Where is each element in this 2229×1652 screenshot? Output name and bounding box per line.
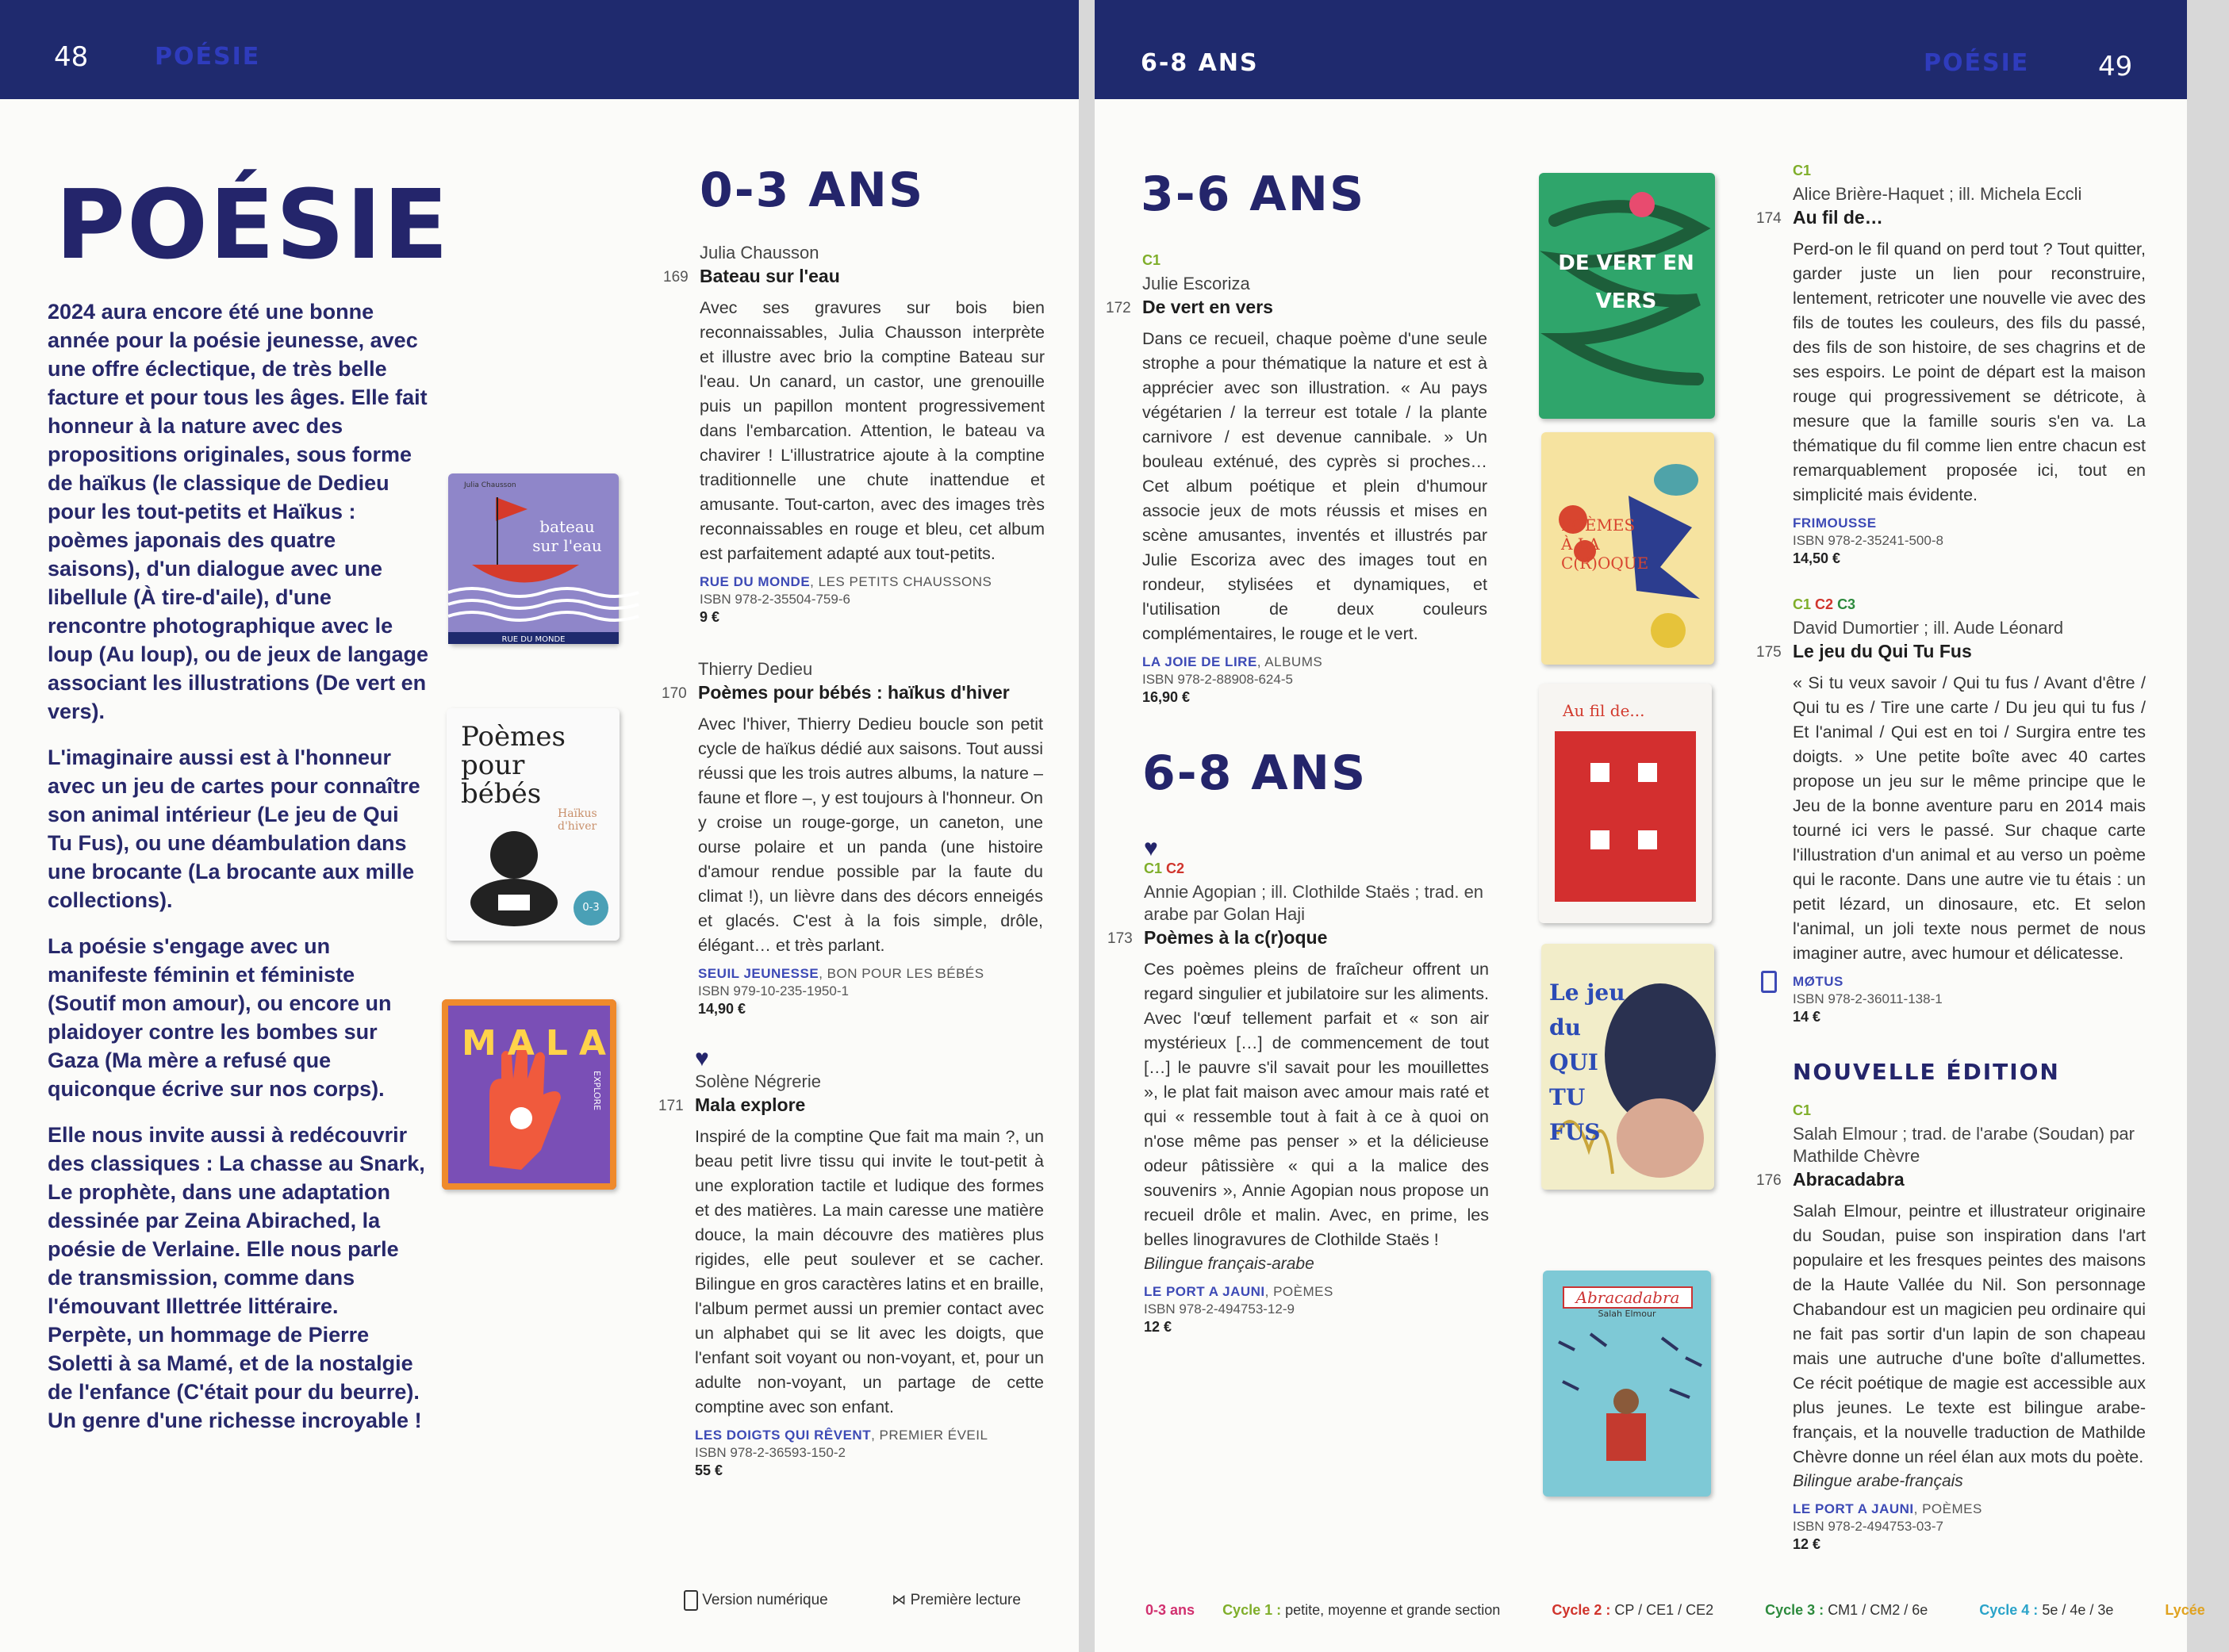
- book-price: 14,50 €: [1793, 550, 1841, 566]
- cover-title: bateau sur l'eau: [532, 517, 602, 555]
- cover-subtitle: Haïkus d'hiver: [558, 807, 597, 833]
- running-head-right: POÉSIE: [1924, 49, 2030, 77]
- book-author: Annie Agopian ; ill. Clothilde Staës ; trad. en arabe par Golan Haji: [1144, 882, 1484, 924]
- book-price: 55 €: [695, 1462, 723, 1478]
- entry-number: 174: [1756, 210, 1782, 227]
- legend-cycle-1: Cycle 1 : petite, moyenne et grande section: [1222, 1602, 1501, 1618]
- book-author: Julia Chausson: [700, 243, 819, 263]
- top-bar-right: [1095, 0, 2187, 99]
- tablet-icon: [1761, 971, 1777, 993]
- book-isbn: ISBN 979-10-235-1950-1: [698, 983, 849, 998]
- book-publisher: MØTUS: [1793, 974, 1843, 989]
- book-collection: POÈMES: [1273, 1284, 1333, 1299]
- boat-illustration: [448, 473, 619, 644]
- book-title: Mala explore: [695, 1094, 806, 1115]
- book-isbn: ISBN 978-2-88908-624-5: [1142, 672, 1293, 687]
- book-entry: C1 Salah Elmour ; trad. de l'arabe (Soudan) par Mathilde Chèvre 176 Abracadabra Salah Elmour, peintre et illustrateur originaire du Soudan, puise son inspiration dans l'art populaire et les fresques peintes des maisons de la Haute Vallée du Nil. Son personnage Chabandour est un magicien peu ordinaire qui ne fait pas sortir d'un lapin de son chapeau mais une autruche d'une boîte d'allumettes. Ce récit poétique de magie est accessible aux plus jeunes. Le texte est bilingue arabe-français, et la nouvelle traduction de Mathilde Chèvre donne un réel élan aux mots du poète. Bilingue arabe-français LE PORT A JAUNI, POÈMES ISBN 978-2-494753-03-7 12 €: [1756, 1102, 2146, 1552]
- cover-le-jeu-du-qui-tu-fus: [1541, 944, 1714, 1190]
- entry-number: 169: [663, 269, 689, 286]
- book-price: 16,90 €: [1142, 689, 1191, 705]
- book-publisher: LE PORT A JAUNI: [1793, 1501, 1914, 1516]
- page-number-right: 49: [2098, 51, 2133, 82]
- book-entry: Julia Chausson 169 Bateau sur l'eau Avec ses gravures sur bois bien reconnaissables, Julia Chausson interprète et illustre avec brio la comptine Bateau sur l'eau. Un canard, un castor, une grenouille puis un papillon montent progressivement dans l'embarcation. Attention, le bateau va chavirer ! L'illustratrice ajoute à la comptine traditionnelle une chute inattendue et amusante. Tout-carton, avec des images très reconnaissables en rouge et bleu, cet album est parfaitement adapté aux tout-petits. RUE DU MONDE, LES PETITS CHAUSSONS ISBN 978-2-35504-759-6 9 €: [663, 243, 1045, 625]
- cycle-badge: [1144, 860, 1489, 880]
- book-title: Bateau sur l'eau: [700, 266, 840, 286]
- first-reading-icon: ⋈: [892, 1592, 907, 1608]
- bilingual-note: Bilingue français-arabe: [1144, 1255, 1314, 1273]
- cover-mala-explore: [442, 999, 616, 1190]
- page-number-left: 48: [54, 41, 89, 73]
- book-author: David Dumortier ; ill. Aude Léonard: [1793, 618, 2064, 638]
- book-publisher: LA JOIE DE LIRE: [1142, 654, 1257, 669]
- age-badge: 0-3: [574, 891, 608, 926]
- book-entry: Thierry Dedieu 170 Poèmes pour bébés : haïkus d'hiver Avec l'hiver, Thierry Dedieu boucle son petit cycle de haïkus dédié aux saisons. Tout aussi réussi que les trois autres albums, la nature – faune et flore –, y est toujours à l'honneur. On y croise un rouge-gorge, un caneton, une ourse polaire et un panda (une histoire d'amour rendue possible par la faute du climat !), un lièvre dans des décors enneigés et glacés. C'est à la fois simple, drôle, élégant… et très parlant. SEUIL JEUNESSE, BON POUR LES BÉBÉS ISBN 979-10-235-1950-1 14,90 €: [662, 659, 1043, 1017]
- section-heading-3-6: 3-6 ANS: [1141, 167, 1366, 222]
- heart-icon: ♥: [1144, 835, 1158, 861]
- cover-title: POÈMES À LA C(R)OQUE: [1561, 516, 1649, 573]
- book-author: Solène Négrerie: [695, 1071, 821, 1091]
- cover-poemes-pour-bebes: [447, 708, 620, 941]
- legend-cycle-4: Cycle 4 : 5e / 4e / 3e: [1979, 1602, 2114, 1618]
- cover-title: MALA: [462, 1023, 617, 1064]
- book-publisher: FRIMOUSSE: [1793, 516, 1877, 531]
- cycle-badge: [1793, 163, 2146, 182]
- section-heading-new-edition: NOUVELLE ÉDITION: [1793, 1059, 2060, 1085]
- book-description: Avec l'hiver, Thierry Dedieu boucle son petit cycle de haïkus dédié aux saisons. Tout aussi réussi que les trois autres albums, la nature – faune et flore –, y est toujours à l'honneur. On y croise un rouge-gorge, un caneton, une ourse polaire et un panda (une histoire d'amour rendue possible par la faute du climat !), un lièvre dans des décors enneigés et glacés. C'est à la fois simple, drôle, élégant… et très parlant.: [698, 715, 1043, 955]
- cycle-3-label: C3: [1837, 596, 1856, 612]
- book-title: De vert en vers: [1142, 297, 1273, 317]
- entry-number: 172: [1106, 300, 1131, 316]
- book-author: Thierry Dedieu: [698, 659, 813, 679]
- section-heading-6-8: 6-8 ANS: [1142, 746, 1368, 801]
- cover-au-fil-de: [1539, 684, 1712, 923]
- book-isbn: ISBN 978-2-35504-759-6: [700, 592, 850, 607]
- cycle-1-label: C1: [1793, 596, 1812, 612]
- intro-paragraph: 2024 aura encore été une bonne année pour la poésie jeunesse, avec une offre éclectique, de très belle facture et pour tous les âges. Elle fait honneur à la nature avec des propositions originales, sous forme de haïkus (le classique de Dedieu pour les tout-petits et Haïkus : poèmes japonais des quatre saisons), d'un dialogue avec une libellule (À tire-d'aile), d'une rencontre photographique avec le loup (Au loup), ou de jeux de langage associant les illustrations (De vert en vers).: [48, 300, 429, 723]
- book-description: Inspiré de la comptine Que fait ma main ?, un beau petit livre tissu qui invite le tout-petit à une exploration tactile et ludique des formes et des matières. La main caresse une matière douce, la main découvre des matières plus rigides, elle peut soulever et se cacher. Bilingue en gros caractères latins et en braille, l'album permet aussi un premier contact avec un alphabet qui se lit avec les doigts, que l'enfant soit voyant ou non-voyant, et, pour un adulte non-voyant, un partage de cette comptine avec son enfant.: [695, 1127, 1044, 1416]
- entry-number: 176: [1756, 1172, 1782, 1189]
- cover-poemes-a-la-croque: [1541, 432, 1714, 665]
- book-author: Salah Elmour ; trad. de l'arabe (Soudan) par Mathilde Chèvre: [1793, 1124, 2135, 1166]
- entry-number: 175: [1756, 644, 1782, 661]
- legend-cycle-2: Cycle 2 : CP / CE1 / CE2: [1552, 1602, 1714, 1618]
- cycle-1-label: C1: [1793, 1102, 1812, 1118]
- book-price: 12 €: [1793, 1536, 1821, 1552]
- cycle-badge: [1793, 1102, 2146, 1121]
- book-publisher: LE PORT A JAUNI: [1144, 1284, 1265, 1299]
- book-description: « Si tu veux savoir / Qui tu fus / Avant d'être / Qui tu es / Tire une carte / Du jeu qui tu fus / Et l'animal / Qui est en toi / Surgira entre tes doigts. » Une petite boîte avec 40 cartes propose un jeu sur le même principe que le Jeu de la bonne aventure paru en 2014 mais tourné ici vers le passé. Sur chaque carte l'illustration d'un animal et au verso un poème qui le raconte. Dans une autre vie tu étais : un petit lézard, un dinosaure, etc. Et selon l'animal, un joli texte nous permet de nous imaginer autre, avec humour et délicatesse.: [1793, 673, 2146, 963]
- knitted-house: [1555, 731, 1696, 902]
- legend-lycee: Lycée: [2165, 1602, 2205, 1618]
- book-author: Alice Brière-Haquet ; ill. Michela Eccli: [1793, 184, 2082, 204]
- book-isbn: ISBN 978-2-494753-12-9: [1144, 1301, 1295, 1317]
- cover-author: Salah Elmour: [1598, 1309, 1656, 1319]
- cycle-badge: [1793, 596, 2146, 615]
- footer-legend-left: [684, 1590, 1021, 1611]
- book-description: Ces poèmes pleins de fraîcheur offrent un regard singulier et jubilatoire sur les aliments. Avec l'œuf tellement parfait et « son air mystérieux […] de commencement de tout […] le pauvre s'il savait pour les mouillettes », le plat fait maison avec amour mais raté et qui « ressemble tout à fait à ce à quoi on n'ose même pas penser » et la délicieuse odeur pâtissière « qui a la malice des souvenirs », Annie Agopian nous propose un recueil drôle et malin. Avec, en prime, les belles linogravures de Clothilde Staës !: [1144, 960, 1489, 1249]
- book-price: 14,90 €: [698, 1001, 746, 1017]
- legend-cycle-3: Cycle 3 : CM1 / CM2 / 6e: [1765, 1602, 1928, 1618]
- book-collection: PREMIER ÉVEIL: [879, 1428, 988, 1443]
- book-entry: [1756, 163, 2146, 567]
- top-bar-left: [0, 0, 1079, 99]
- book-author: Julie Escoriza: [1142, 274, 1250, 293]
- book-title: Poèmes pour bébés : haïkus d'hiver: [698, 682, 1010, 703]
- cover-title: Le jeu du QUI TU FUS: [1549, 979, 1625, 1145]
- bilingual-note: Bilingue arabe-français: [1793, 1472, 1963, 1490]
- running-head-age: 6-8 ANS: [1141, 49, 1259, 77]
- book-isbn: ISBN 978-2-35241-500-8: [1793, 533, 1943, 548]
- intro-text: [48, 297, 428, 1452]
- footer-age-legend: [1145, 1602, 2229, 1619]
- tablet-icon: [684, 1590, 698, 1611]
- book-isbn: ISBN 978-2-36593-150-2: [695, 1445, 846, 1460]
- cover-publisher: RUE DU MONDE: [501, 635, 566, 644]
- book-title: Au fil de…: [1793, 207, 1883, 228]
- book-collection: BON POUR LES BÉBÉS: [827, 966, 984, 981]
- cover-de-vert-en-vers: [1539, 173, 1715, 419]
- book-collection: ALBUMS: [1264, 654, 1323, 669]
- book-publisher: SEUIL JEUNESSE: [698, 966, 819, 981]
- book-publisher: LES DOIGTS QUI RÊVENT: [695, 1428, 872, 1443]
- book-entry: ♥ Solène Négrerie 171 Mala explore Inspiré de la comptine Que fait ma main ?, un beau petit livre tissu qui invite le tout-petit à une exploration tactile et ludique des formes et des matières. La main caresse une matière douce, la main découvre des matières plus rigides, elle peut soulever et se cacher. Bilingue en gros caractères latins et en braille, l'album permet aussi un premier contact avec un alphabet qui se lit avec les doigts, que l'enfant soit voyant ou non-voyant, et, pour un adulte non-voyant, un partage de cette comptine avec son enfant. LES DOIGTS QUI RÊVENT, PREMIER ÉVEIL ISBN 978-2-36593-150-2 55 €: [658, 1045, 1044, 1478]
- entry-number: 171: [658, 1098, 684, 1114]
- book-isbn: ISBN 978-2-36011-138-1: [1793, 991, 1943, 1006]
- running-head-left: POÉSIE: [155, 43, 261, 71]
- entry-number: 173: [1107, 930, 1133, 947]
- book-collection: LES PETITS CHAUSSONS: [818, 574, 992, 589]
- book-description: Dans ce recueil, chaque poème d'une seule strophe a pour thématique la nature et est à apprécier avec son illustration. « Au pays végétarien / la terreur est totale / la plante carnivore / est devenue cannibale. » Un bouleau exténué, des cyprès si proches… Cet album poétique et plein d'humour associe jeux de mots réussis et mises en scène amusantes, inventés et illustrés par Julie Escoriza avec des images tout en rondeur, stylisées et dynamiques, et l'utilisation de deux couleurs complémentaires, le rouge et le vert.: [1142, 329, 1487, 643]
- page-title: POÉSIE: [56, 171, 450, 281]
- book-price: 9 €: [700, 609, 720, 625]
- cover-bateau-sur-leau: [448, 473, 619, 644]
- cover-title: Abracadabra: [1563, 1286, 1693, 1309]
- footer-first-reading-label: Première lecture: [910, 1592, 1021, 1609]
- cover-title: Au fil de...: [1563, 701, 1645, 720]
- cycle-1-label: C1: [1793, 163, 1812, 178]
- book-entry: ♥ C1 C2 Annie Agopian ; ill. Clothilde Staës ; trad. en arabe par Golan Haji 173 Poèmes à la c(r)oque Ces poèmes pleins de fraîcheur offrent un regard singulier et jubilatoire sur les aliments. Avec l'œuf tellement parfait et « son air mystérieux […] de commencement de tout […] le pauvre s'il savait pour les mouillettes », le plat fait maison avec amour mais raté et qui « ressemble tout à fait à ce à quoi on n'ose même pas penser » et la délicieuse odeur pâtissière « qui a la malice des souvenirs », Annie Agopian nous propose un recueil drôle et malin. Avec, en prime, les belles linogravures de Clothilde Staës ! Bilingue français-arabe LE PORT A JAUNI, POÈMES ISBN 978-2-494753-12-9 12 €: [1107, 835, 1489, 1335]
- entry-number: 170: [662, 685, 687, 702]
- book-title: Abracadabra: [1793, 1169, 1905, 1190]
- cycle-2-label: C2: [1166, 860, 1185, 876]
- book-title: Le jeu du Qui Tu Fus: [1793, 641, 1972, 661]
- book-price: 12 €: [1144, 1319, 1172, 1335]
- book-entry: C1 Julie Escoriza 172 De vert en vers Dans ce recueil, chaque poème d'une seule strophe a pour thématique la nature et est à apprécier avec son illustration. « Au pays végétarien / la terreur est totale / la plante carnivore / est devenue cannibale. » Un bouleau exténué, des cyprès si proches… Cet album poétique et plein d'humour associe jeux de mots réussis et mises en scène amusantes, inventés et illustrés par Julie Escoriza avec des images tout en rondeur, stylisées et dynamiques, et l'utilisation de deux couleurs complémentaires, le rouge et le vert. LA JOIE DE LIRE, ALBUMS ISBN 978-2-88908-624-5 16,90 €: [1106, 252, 1487, 705]
- cycle-1-label: C1: [1142, 252, 1161, 268]
- cover-abracadabra: [1543, 1271, 1711, 1497]
- intro-paragraph: Elle nous invite aussi à redécouvrir des classiques : La chasse au Snark, Le prophète, dans une adaptation dessinée par Zeina Abirached, la poésie de Verlaine. Elle nous parle de transmission, comme dans l'émouvant Illettrée littéraire. Perpète, un hommage de Pierre Soletti à sa Mamé, et de la nostalgie de l'enfance (C'était pour du beurre). Un genre d'une richesse incroyable !: [48, 1123, 425, 1432]
- book-title: Poèmes à la c(r)oque: [1144, 927, 1328, 948]
- cycle-badge: [1142, 252, 1487, 271]
- book-entry: [1756, 596, 2146, 1025]
- intro-paragraph: La poésie s'engage avec un manifeste féminin et féministe (Soutif mon amour), ou encore un plaidoyer contre les bombes sur Gaza (Ma mère a refusé que quiconque écrive sur nos corps).: [48, 934, 392, 1101]
- book-publisher: RUE DU MONDE: [700, 574, 811, 589]
- book-isbn: ISBN 978-2-494753-03-7: [1793, 1519, 1943, 1534]
- heart-icon: ♥: [695, 1045, 709, 1071]
- intro-paragraph: L'imaginaire aussi est à l'honneur avec un jeu de cartes pour connaître son animal intérieur (Le jeu de Qui Tu Fus), ou une déambulation dans une brocante (La brocante aux mille collections).: [48, 746, 420, 912]
- book-collection: POÈMES: [1922, 1501, 1982, 1516]
- cycle-2-label: C2: [1815, 596, 1834, 612]
- book-description: Avec ses gravures sur bois bien reconnaissables, Julia Chausson interprète et illustre avec brio la comptine Bateau sur l'eau. Un canard, un castor, une grenouille puis un papillon montent progressivement dans l'embarcation. Attention, le bateau va chavirer ! L'illustratrice ajoute à la comptine traditionnelle une chute inattendue et amusante. Tout-carton, avec des images très reconnaissables en rouge et bleu, cet album est parfaitement adapté aux tout-petits.: [700, 298, 1045, 563]
- section-heading-0-3: 0-3 ANS: [700, 163, 925, 218]
- magician-illustration: [1543, 1271, 1711, 1497]
- book-description: Salah Elmour, peintre et illustrateur originaire du Soudan, puise son inspiration dans l'art populaire et les fresques peintes des maisons de la Haute Vallée du Nil. Son personnage Chabandour est un magicien peu ordinaire qui ne fait pas sortir d'un lapin de son chapeau mais une autruche d'une boîte d'allumettes. Ce récit poétique de magie est accessible aux plus jeunes. Le texte est bilingue arabe-français, et la nouvelle traduction de Mathilde Chèvre donne un réel élan aux mots du poète.: [1793, 1202, 2146, 1466]
- book-price: 14 €: [1793, 1009, 1821, 1025]
- left-page: [0, 0, 1079, 1652]
- cover-title: DE VERT EN VERS: [1558, 251, 1694, 313]
- cover-author: Julia Chausson: [464, 481, 516, 489]
- cycle-1-label: C1: [1144, 860, 1163, 876]
- cover-title: Poèmes pour bébés: [461, 721, 566, 810]
- footer-digital-label: Version numérique: [702, 1592, 828, 1609]
- right-page: [1095, 0, 2205, 1652]
- legend-0-3: 0-3 ans: [1145, 1602, 1195, 1618]
- book-description: Perd-on le fil quand on perd tout ? Tout quitter, garder juste un lien pour reconstruire, lentement, retricoter une nouvelle vie avec des fils de toutes les couleurs, des fils du passé, des fils de son histoire, de ses chagrins et de ses espoirs. Le point de départ est la maison rouge qui progressivement se détricote, à mesure que la famille souris s'en va. La thématique du fil comme lien entre chacun est remarquablement proposée ici, tout en simplicité mais évidente.: [1793, 240, 2146, 504]
- cover-subtitle: EXPLORE: [592, 1071, 602, 1111]
